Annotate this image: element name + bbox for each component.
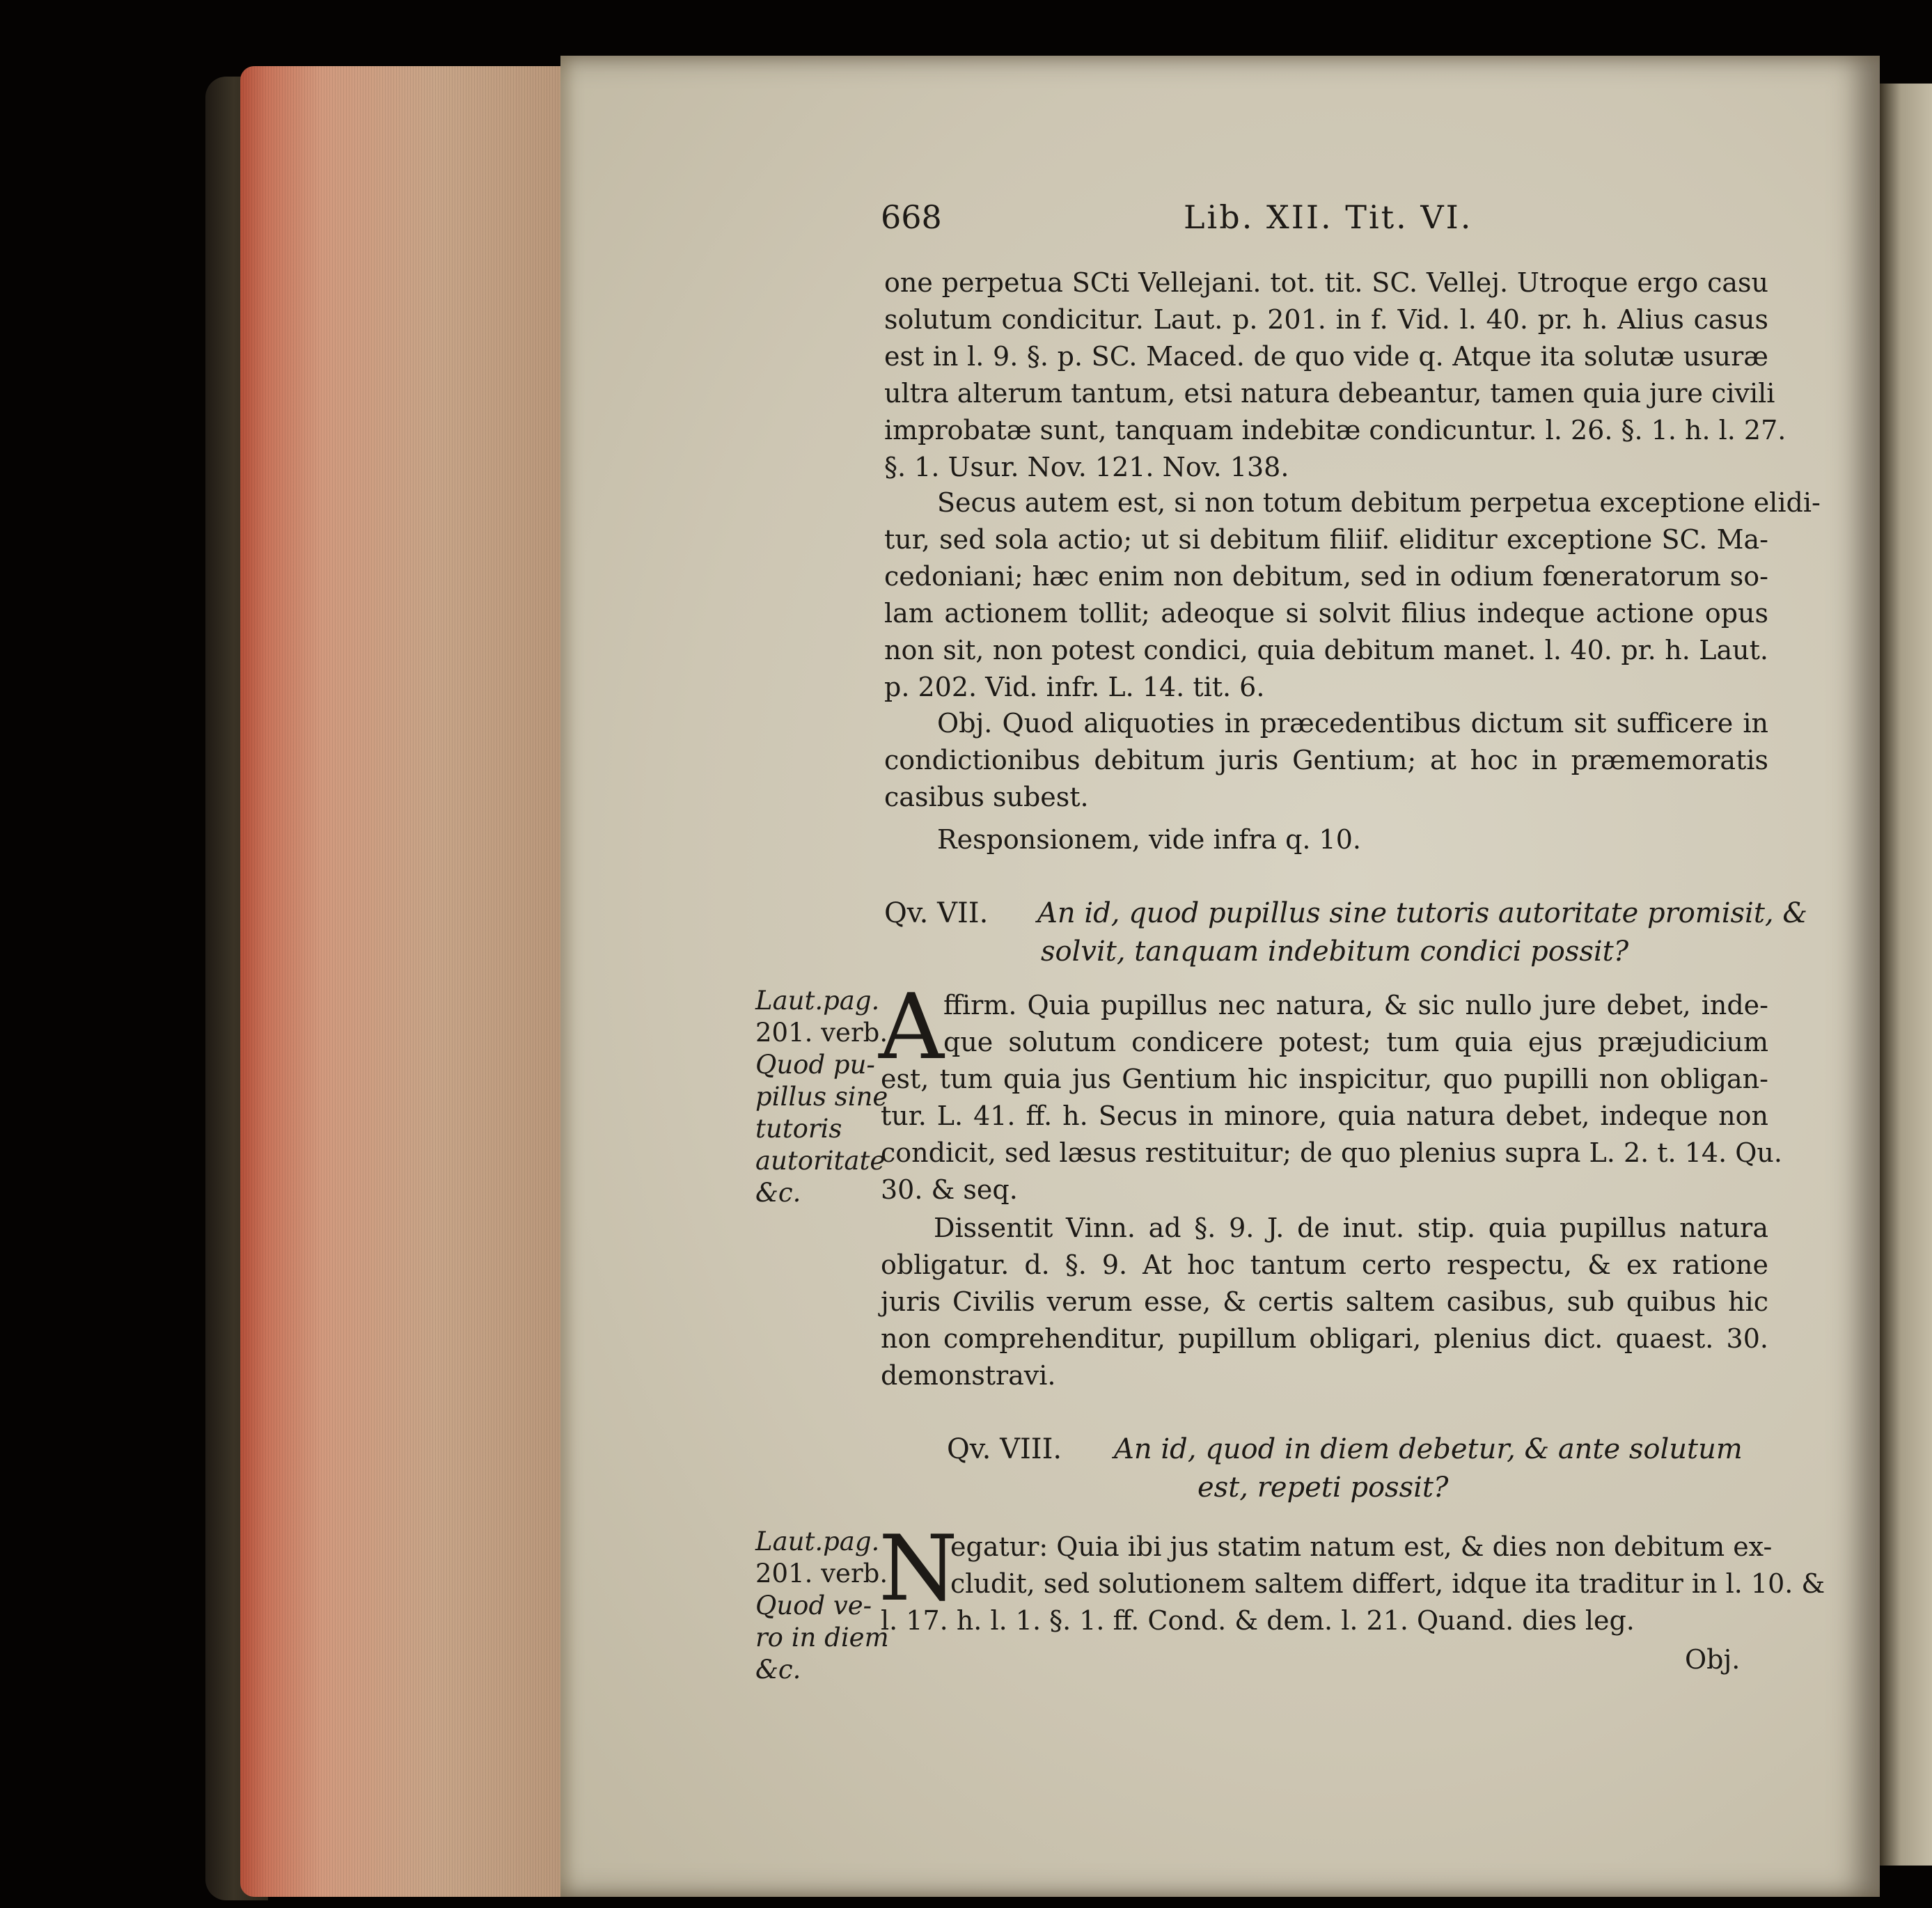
- text-line: one perpetua SCti Vellejani. tot. tit. SC. Vellej. Utroque ergo casu: [884, 267, 1768, 298]
- text-line: solutum condicitur. Laut. p. 201. in f. Vid. l. 40. pr. h. Alius casus: [884, 304, 1768, 335]
- text-line: tur, sed sola actio; ut si debitum filiif. eliditur exceptione SC. Ma-: [884, 524, 1768, 555]
- text-line: Secus autem est, si non totum debitum perpetua exceptione elidi-: [937, 487, 1821, 518]
- margin-note-line: autoritate: [755, 1146, 886, 1176]
- drop-cap-n: N: [879, 1515, 958, 1621]
- text-line: ffirm. Quia pupillus nec natura, & sic nullo jure debet, inde-: [943, 990, 1768, 1020]
- question-title-line: An id, quod in diem debetur, & ante solutum: [1114, 1433, 1743, 1465]
- text-line: improbatæ sunt, tanquam indebitæ condicuntur. l. 26. §. 1. h. l. 27.: [884, 415, 1786, 446]
- responsionem-line: Responsionem, vide infra q. 10.: [937, 824, 1361, 855]
- secus-paragraph: [884, 484, 1821, 706]
- catchword: Obj.: [1685, 1644, 1741, 1675]
- text-line: juris Civilis verum esse, & certis saltem casibus, sub quibus hic: [881, 1286, 1768, 1317]
- facing-page-edge: [1880, 84, 1932, 1866]
- margin-note-line: pillus sine: [755, 1082, 888, 1112]
- question-title-line: An id, quod pupillus sine tutoris autoritate promisit, &: [1037, 897, 1807, 929]
- text-line: condictionibus debitum juris Gentium; at hoc in præmemoratis: [884, 745, 1768, 775]
- margin-note-line: ro in diem: [755, 1623, 889, 1653]
- margin-note-line: &c.: [755, 1655, 801, 1685]
- question-label: Qv. VII.: [884, 897, 989, 929]
- text-line: l. 17. h. l. 1. §. 1. ff. Cond. & dem. l. 21. Quand. dies leg.: [881, 1605, 1635, 1636]
- text-line: tur. L. 41. ff. h. Secus in minore, quia natura debet, indeque non: [881, 1101, 1768, 1131]
- text-line: demonstravi.: [881, 1360, 1056, 1391]
- question-label: Qv. VIII.: [947, 1433, 1062, 1465]
- margin-note-line: Quod pu-: [755, 1050, 875, 1080]
- text-line: non comprehenditur, pupillum obligari, plenius dict. quaest. 30.: [881, 1323, 1768, 1354]
- question-8-answer: [881, 1529, 1825, 1639]
- question-7-answer: [881, 987, 1782, 1208]
- margin-note-line: Laut.pag.: [755, 1527, 880, 1556]
- drop-cap-a: A: [879, 974, 944, 1080]
- text-line: que solutum condicere potest; tum quia ejus præjudicium: [943, 1027, 1768, 1057]
- margin-note-q7: [755, 985, 888, 1209]
- text-line: p. 202. Vid. infr. L. 14. tit. 6.: [884, 672, 1265, 702]
- text-line: §. 1. Usur. Nov. 121. Nov. 138.: [884, 452, 1289, 482]
- page-block-edges: [240, 66, 567, 1897]
- margin-note-line: 201. verb.: [755, 1018, 888, 1048]
- margin-note-line: Laut.pag.: [755, 986, 880, 1016]
- text-line: Obj. Quod aliquoties in præcedentibus dictum sit sufficere in: [937, 708, 1768, 739]
- text-line: est in l. 9. §. p. SC. Maced. de quo vide q. Atque ita solutæ usuræ: [884, 341, 1768, 372]
- margin-note-line: Quod ve-: [755, 1591, 872, 1621]
- text-line: cludit, sed solutionem saltem differt, idque ita traditur in l. 10. &: [950, 1568, 1825, 1599]
- top-paragraph: [884, 265, 1786, 486]
- text-line: condicit, sed læsus restituitur; de quo plenius supra L. 2. t. 14. Qu.: [881, 1137, 1782, 1168]
- text-line: lam actionem tollit; adeoque si solvit filius indeque actione opus: [884, 598, 1768, 629]
- margin-note-line: &c.: [755, 1178, 801, 1208]
- text-line: non sit, non potest condici, quia debitum manet. l. 40. pr. h. Laut.: [884, 635, 1768, 665]
- text-line: Dissentit Vinn. ad §. 9. J. de inut. stip. quia pupillus natura: [934, 1213, 1768, 1243]
- text-line: est, tum quia jus Gentium hic inspicitur, quo pupilli non obligan-: [881, 1064, 1768, 1094]
- margin-note-q8: [755, 1526, 889, 1686]
- text-line: cedoniani; hæc enim non debitum, sed in odium fœneratorum so-: [884, 561, 1768, 592]
- running-head: Lib. XII. Tit. VI.: [1184, 198, 1473, 236]
- text-line: 30. & seq.: [881, 1174, 1018, 1205]
- question-title-line: est, repeti possit?: [1197, 1472, 1449, 1504]
- page-number: 668: [881, 198, 942, 236]
- text-line: egatur: Quia ibi jus statim natum est, & dies non debitum ex-: [950, 1531, 1773, 1562]
- margin-note-line: tutoris: [755, 1114, 842, 1144]
- question-title-line: solvit, tanquam indebitum condici possit?: [1041, 936, 1629, 968]
- objection-paragraph: [884, 705, 1768, 858]
- text-line: ultra alterum tantum, etsi natura debeantur, tamen quia jure civili: [884, 378, 1775, 409]
- text-line: obligatur. d. §. 9. At hoc tantum certo respectu, & ex ratione: [881, 1249, 1768, 1280]
- margin-note-line: 201. verb.: [755, 1559, 888, 1588]
- text-line: casibus subest.: [884, 782, 1089, 812]
- dissentit-paragraph: [881, 1210, 1768, 1394]
